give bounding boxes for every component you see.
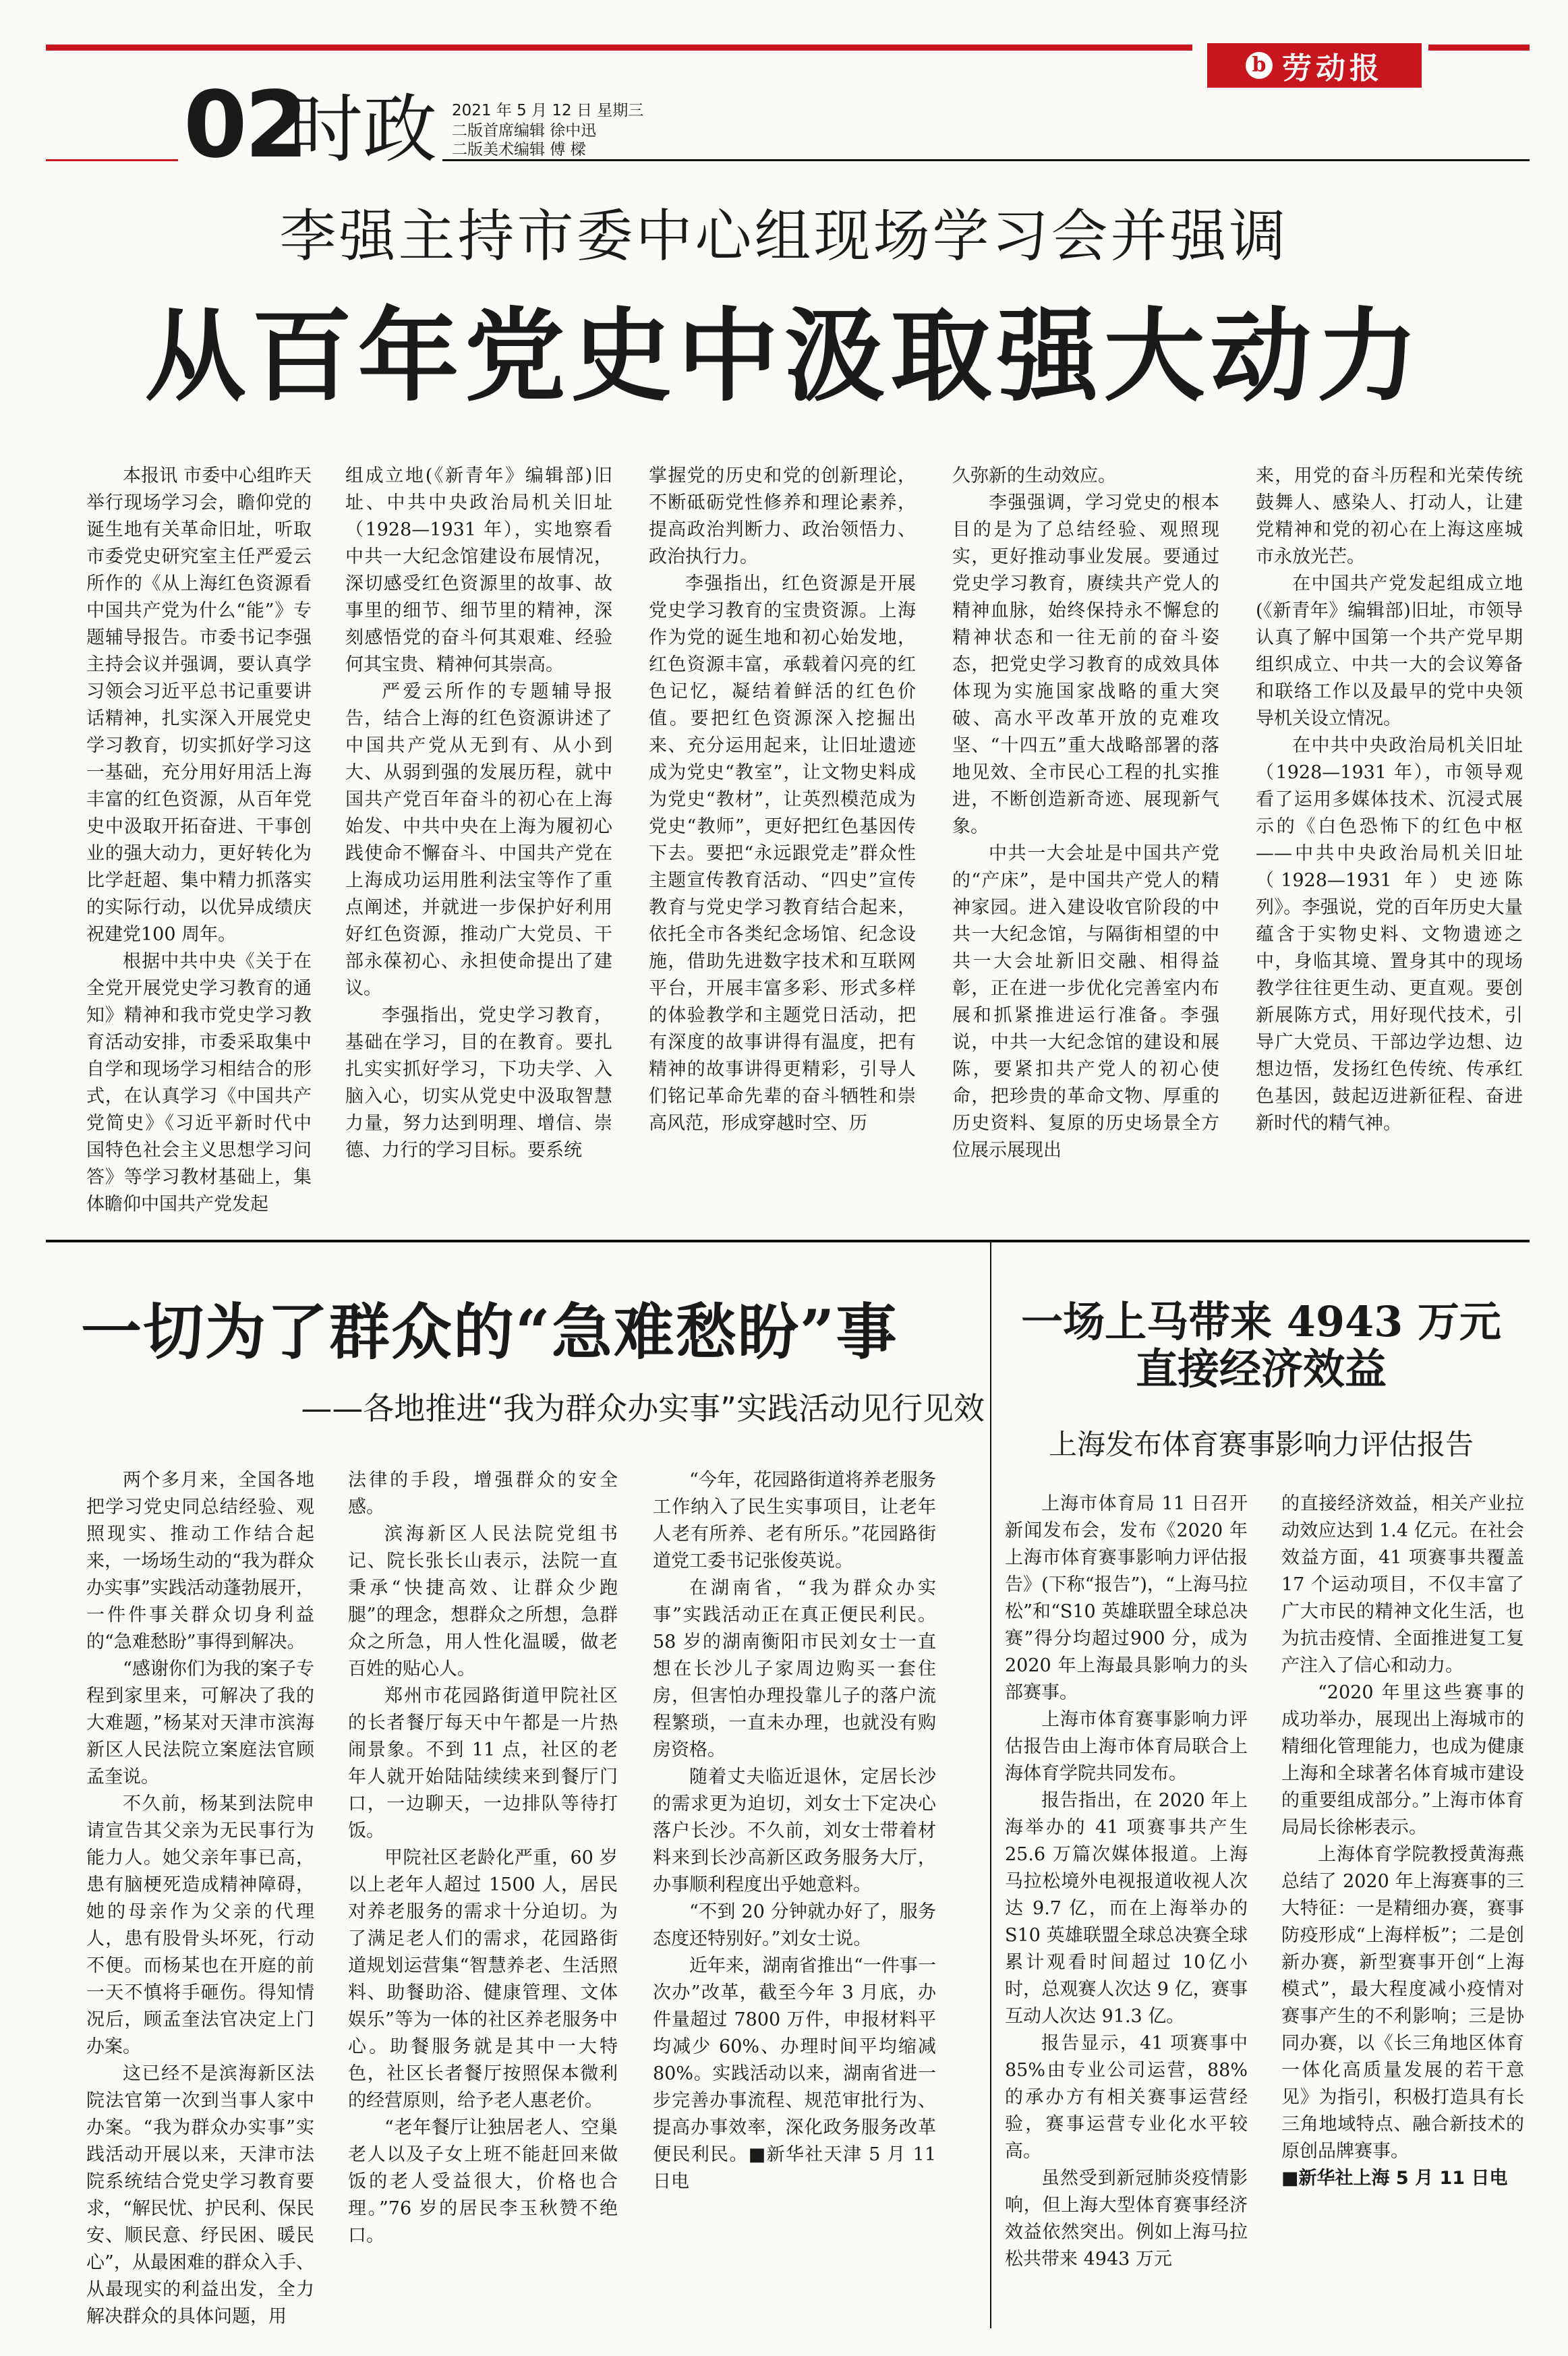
logo-text: 劳动报 [1282,51,1383,86]
issue-date: 2021 年 5 月 12 日 星期三 [452,102,644,119]
article-three-column-2 [1281,1491,1524,2330]
section-divider [46,1240,1530,1242]
article-paragraph: 报告显示，41 项赛事中85%由专业公司运营，88%的承办方有相关赛事运营经验，赛事运营专业化水平较高。 [1005,2033,1248,2162]
article-paragraph: 的直接经济效益，相关产业拉动效应达到 1.4 亿元。在社会效益方面，41 项赛事共覆盖 17 个运动项目，不仅丰富了广大市民的精神文化生活，也为抗击疫情、全面推进复工复产注入了信心和动力。 [1281,1493,1524,1676]
article-paragraph: 上海体育学院教授黄海燕总结了 2020 年上海赛事的三大特征：一是精细办赛，赛事防疫形成“上海样板”；二是创新办赛，新型赛事开创“上海模式”，最大程度减小疫情对赛事产生的不利影响；三是协同办赛，以《长三角地区体育一体化高质量发展的若干意见》为指引，积极打造具有长三角地域特点、融合新技术的原创品牌赛事。 [1281,1844,1524,2162]
lead-column-1 [86,463,312,1215]
article-two-column-3 [653,1467,936,2330]
article-paragraph: 上海市体育局 11 日召开新闻发布会，发布《2020 年上海市体育赛事影响力评估报告》(下称“报告”)，“上海马拉松”和“S10 英雄联盟全球总决赛”得分均超过900 分，成为 2020 年上海最具影响力的头部赛事。 [1005,1493,1248,1703]
article-paragraph: 报告指出，在 2020 年上海举办的 41 项赛事共产生25.6 万篇次媒体报道。上海马拉松境外电视报道收视人次达 9.7 亿，而在上海举办的 S10 英雄联盟全球总决赛全球累计观看时间超过 10亿小时，总观赛人次达 9 亿，赛事互动人次达 91.3 亿。 [1005,1790,1248,2027]
article-paragraph: “不到 20 分钟就办好了，服务态度还特别好。”刘女士说。 [653,1901,936,1949]
lead-column-5 [1256,463,1523,1184]
lead-paragraph: 来，用党的奋斗历程和光荣传统鼓舞人、感染人、打动人，让建党精神和党的初心在上海这座城市永放光芒。 [1256,465,1523,567]
article-two-column-2 [348,1467,618,2330]
lead-column-3 [649,463,916,1184]
lead-paragraph: 在中国共产党发起组成立地(《新青年》编辑部)旧址，市领导认真了解中国第一个共产党早期组织成立、中共一大的会议筹备和联络工作以及最早的党中央领导机关设立情况。 [1256,573,1523,729]
article-paragraph: 随着丈夫临近退休，定居长沙的需求更为迫切，刘女士下定决心落户长沙。不久前，刘女士带着材料来到长沙高新区政务服务大厅，办事顺利程度出乎她意料。 [653,1766,936,1895]
lead-headline: 从百年党史中汲取强大动力 [144,297,1424,415]
lead-paragraph: 根据中共中央《关于在全党开展党史学习教育的通知》精神和我市党史学习教育活动安排，市委采取集中自学和现场学习相结合的形式，在认真学习《中国共产党简史》《习近平新时代中国特色社会主义思想学习问答》等学习教材基础上，集体瞻仰中国共产党发起 [86,951,312,1215]
lead-paragraph: 在中共中央政治局机关旧址（1928—1931 年），市领导观看了运用多媒体技术、沉浸式展示的《白色恐怖下的红色中枢——中共中央政治局机关旧址（1928—1931 年）史迹陈列》。李强说，党的百年历史大量蕴含于实物史料、文物遗迹之中，身临其境、置身其中的现场教学往往更生动、更直观。要创新展陈方式，用好现代技术，引导广大党员、干部边学边想、边想边悟，发扬红色传统、传承红色基因，鼓起迈进新征程、奋进新时代的精气神。 [1256,735,1523,1134]
article-paragraph: 这已经不是滨海新区法院法官第一次到当事人家中办案。“我为群众办实事”实践活动开展以来，天津市法院系统结合党史学习教育要求，“解民忧、护民利、保民安、顺民意、纾民困、暖民心”，从最困难的群众入手、从最现实的利益出发，全力解决群众的具体问题，用 [86,2063,314,2327]
header-base-rule [442,159,1530,161]
article-paragraph: 两个多月来，全国各地把学习党史同总结经验、观照现实、推动工作结合起来，一场场生动的“我为群众办实事”实践活动蓬勃展开，一件件事关群众切身利益的“急难愁盼”事得到解决。 [86,1470,314,1653]
top-red-rule [46,45,1192,51]
lead-paragraph: 李强指出，党史学习教育，基础在学习，目的在教育。要扎扎实实抓好学习，下功夫学、入脑入心，切实从党史中汲取智慧力量，努力达到明理、增信、崇德、力行的学习目标。要系统 [345,1005,612,1161]
article-paragraph: 法律的手段，增强群众的安全感。 [348,1470,618,1518]
article-paragraph: 近年来，湖南省推出“一件事一次办”改革，截至今年 3 月底，办件量超过 7800 万件，申报材料平均减少 60%、办理时间平均缩减 80%。实践活动以来，湖南省进一步完善办事流程、规范审批行为、提高办事效率，深化政务服务改革便民利民。■新华社天津 5 月 11 日电 [653,1955,936,2192]
article-two-column-1 [86,1467,314,2330]
article-two-headline: 一切为了群众的“急难愁盼”事 [81,1296,898,1368]
article-paragraph: “2020 年里这些赛事的成功举办，展现出上海城市的精细化管理能力，也成为健康上海和全球著名体育城市建设的重要组成部分。”上海市体育局局长徐彬表示。 [1281,1682,1524,1838]
article-paragraph: 郑州市花园路街道甲院社区的长者餐厅每天中午都是一片热闹景象。不到 11 点，社区的老年人就开始陆陆续续来到餐厅门口，一边聊天，一边排队等待打饭。 [348,1686,618,1841]
article-paragraph: 在湖南省，“我为群众办实事”实践活动正在真正便民利民。58 岁的湖南衡阳市民刘女士一直想在长沙儿子家周边购买一套住房，但害怕办理投靠儿子的落户流程繁琐，一直未办理，也就没有购房资格。 [653,1578,936,1760]
page-number: 02 [183,72,306,179]
lead-paragraph: 李强指出，红色资源是开展党史学习教育的宝贵资源。上海作为党的诞生地和初心始发地，红色资源丰富，承载着闪亮的红色记忆，凝结着鲜活的红色价值。要把红色资源深入挖掘出来、充分运用起来，让旧址遗迹成为党史“教室”，让文物史料成为党史“教材”，让英烈模范成为党史“教师”，更好把红色基因传下去。要把“永远跟党走”群众性主题宣传教育活动、“四史”宣传教育与党史学习教育结合起来，依托全市各类纪念场馆、纪念设施，借助先进数字技术和互联网平台，开展丰富多彩、形式多样的体验教学和主题党日活动，把有深度的故事讲得有温度，把有精神的故事讲得更精彩，引导人们铭记革命先辈的奋斗牺牲和崇高风范，形成穿越时空、历 [649,573,916,1134]
lead-paragraph: 本报讯 市委中心组昨天举行现场学习会，瞻仰党的诞生地有关革命旧址，听取市委党史研究室主任严爱云所作的《从上海红色资源看中国共产党为什么“能”》专题辅导报告。市委书记李强主持会议并强调，要认真学习领会习近平总书记重要讲话精神，扎实深入开展党史学习教育，切实抓好学习这一基础，充分用好用活上海丰富的红色资源，从百年党史中汲取开拓奋进、干事创业的强大动力，更好转化为比学赶超、集中精力抓落实的实际行动，以优异成绩庆祝建党100 周年。 [86,465,312,945]
lead-column-4 [952,463,1219,1184]
article-paragraph: “感谢你们为我的案子专程到家里来，可解决了我的大难题，”杨某对天津市滨海新区人民法院立案庭法官顾孟奎说。 [86,1659,314,1787]
article-paragraph: 甲院社区老龄化严重，60 岁以上老年人超过 1500 人，居民对养老服务的需求十分迫切。为了满足老人们的需求，花园路街道规划运营集“智慧养老、生活照料、助餐助浴、健康管理、文体娱乐”等为一体的社区养老服务中心。助餐服务就是其中一大特色，社区长者餐厅按照保本微利的经营原则，给予老人惠老价。 [348,1847,618,2111]
top-red-rule-right [1428,45,1530,51]
lead-paragraph: 严爱云所作的专题辅导报告，结合上海的红色资源讲述了中国共产党从无到有、从小到大、从弱到强的发展历程，就中国共产党百年奋斗的初心在上海始发、中共中央在上海为履初心践使命不懈奋斗、中国共产党在上海成功运用胜利法宝等作了重点阐述，并就进一步保护好利用好红色资源，推动广大党员、干部永葆初心、永担使命提出了建议。 [345,681,612,999]
lead-column-2 [345,463,612,1184]
article-three-subheadline: 上海发布体育赛事影响力评估报告 [1048,1428,1474,1461]
article-paragraph: 上海市体育赛事影响力评估报告由上海市体育局联合上海体育学院共同发布。 [1005,1709,1248,1784]
lead-kicker: 李强主持市委中心组现场学习会并强调 [279,203,1289,269]
lead-paragraph: 组成立地(《新青年》编辑部)旧址、中共中央政治局机关旧址（1928—1931 年），实地察看中共一大纪念馆建设布展情况，深切感受红色资源里的故事、故事里的细节、细节里的精神，深刻感悟党的奋斗何其艰难、经验何其宝贵、精神何其崇高。 [345,465,612,675]
logo-mark-icon: b [1246,52,1273,79]
article-three-column-1 [1005,1491,1248,2330]
article-paragraph: 不久前，杨某到法院申请宣告其父亲为无民事行为能力人。她父亲年事已高，患有脑梗死造成精神障碍，她的母亲作为父亲的代理人，患有股骨头坏死，行动不便。而杨某也在开庭的前一天不慎将手砸伤。得知情况后，顾孟奎法官决定上门办案。 [86,1793,314,2057]
article-three-headline-line2: 直接经济效益 [1135,1344,1387,1394]
lead-paragraph: 久弥新的生动效应。 [952,465,1116,486]
article-paragraph: 虽然受到新冠肺炎疫情影响，但上海大型体育赛事经济效益依然突出。例如上海马拉松共带来 4943 万元 [1005,2168,1248,2270]
designer-credit: 二版美术编辑 傅 樑 [452,141,586,159]
column-divider [990,1242,991,2328]
article-three-headline-line1: 一场上马带来 4943 万元 [1021,1297,1501,1346]
article-two-subheadline: ——各地推进“我为群众办实事”实践活动见行见效 [301,1390,985,1427]
article-paragraph: “今年，花园路街道将养老服务工作纳入了民生实事项目，让老年人老有所养、老有所乐。”花园路街道党工委书记张俊英说。 [653,1470,936,1572]
article-paragraph: “老年餐厅让独居老人、空巢老人以及子女上班不能赶回来做饭的老人受益很大，价格也合理。”76 岁的居民李玉秋赞不绝口。 [348,2117,618,2246]
article-dateline: ■新华社上海 5 月 11 日电 [1281,2168,1508,2189]
section-title: 时政 [289,86,437,173]
lead-paragraph: 李强强调，学习党史的根本目的是为了总结经验、观照现实，更好推动事业发展。要通过党史学习教育，赓续共产党人的精神血脉，始终保持永不懈怠的精神状态和一往无前的奋斗姿态，把党史学习教育的成效具体体现为实施国家战略的重大突破、高水平改革开放的克难攻坚、“十四五”重大战略部署的落地见效、全市民心工程的扎实推进，不断创造新奇迹、展现新气象。 [952,492,1219,837]
editor-credit: 二版首席编辑 徐中迅 [452,122,597,140]
lead-paragraph: 掌握党的历史和党的创新理论，不断砥砺党性修养和理论素养，提高政治判断力、政治领悟力、政治执行力。 [649,465,916,567]
article-paragraph: 滨海新区人民法院党组书记、院长张长山表示，法院一直秉承“快捷高效、让群众少跑腿”的理念，想群众之所想，急群众之所急，用人性化温暖，做老百姓的贴心人。 [348,1524,618,1679]
header-thin-rule-left [46,159,178,161]
newspaper-logo [1207,43,1422,88]
lead-paragraph: 中共一大会址是中国共产党的“产床”，是中国共产党人的精神家园。进入建设收官阶段的中共一大纪念馆，与隔街相望的中共一大会址新旧交融、相得益彰，正在进一步优化完善室内布展和抓紧推进运行准备。李强说，中共一大纪念馆的建设和展陈，要紧扣共产党人的初心使命，把珍贵的革命文物、厚重的历史资料、复原的历史场景全方位展示展现出 [952,843,1219,1161]
